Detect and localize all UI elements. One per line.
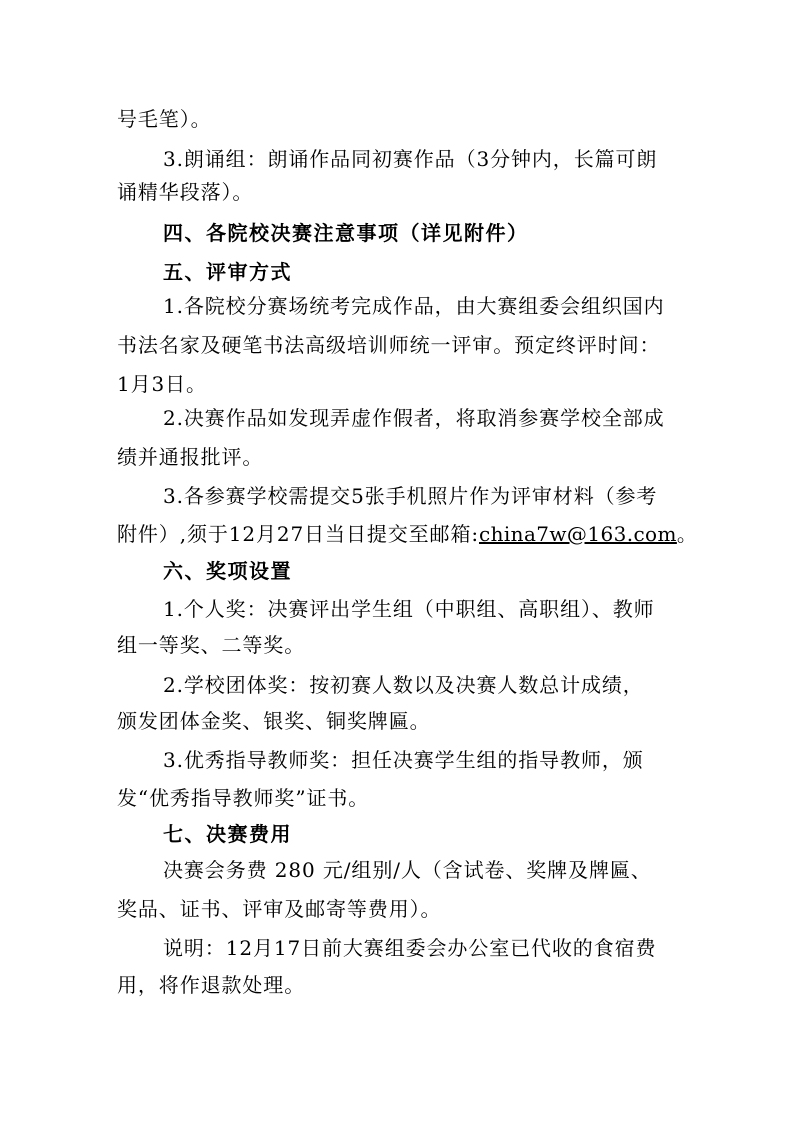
section-heading: 七、决赛费用 (163, 822, 292, 846)
text-line: 2.学校团体奖：按初赛人数以及决赛人数总计成绩， (163, 673, 644, 697)
text-line: 发“优秀指导教师奖”证书。 (117, 786, 370, 810)
text-line: 诵精华段落）。 (117, 180, 254, 204)
text-fragment: 附件）,须于12月27日当日提交至邮箱: (117, 522, 479, 546)
text-line: 书法名家及硬笔书法高级培训师统一评审。预定终评时间： (117, 333, 661, 357)
text-line: 1.各院校分赛场统考完成作品，由大赛组委会组织国内 (163, 294, 665, 318)
text-line: 3.各参赛学校需提交5张手机照片作为评审材料（参考 (163, 484, 658, 508)
email-link[interactable]: china7w@163.com (479, 522, 677, 546)
section-heading: 四、各院校决赛注意事项（详见附件） (163, 221, 529, 245)
text-line: 说明：12月17日前大赛组委会办公室已代收的食宿费 (163, 936, 657, 960)
text-line: 组一等奖、二等奖。 (117, 633, 306, 657)
text-line: 3.优秀指导教师奖：担任决赛学生组的指导教师，颁 (163, 748, 644, 772)
text-line: 绩并通报批评。 (117, 445, 264, 469)
text-line: 号毛笔）。 (117, 107, 212, 131)
text-line: 奖品、证书、评审及邮寄等费用）。 (117, 897, 442, 921)
section-heading: 五、评审方式 (163, 260, 292, 284)
text-line: 1月3日。 (117, 372, 207, 396)
text-line: 颁发团体金奖、银奖、铜奖牌匾。 (117, 709, 431, 733)
text-line: 3.朗诵组：朗诵作品同初赛作品（3分钟内，长篇可朗 (163, 147, 658, 171)
text-fragment: 。 (676, 522, 698, 546)
text-line (117, 519, 697, 549)
text-line: 2.决赛作品如发现弄虚作假者，将取消参赛学校全部成 (163, 406, 665, 430)
text-line: 用，将作退款处理。 (117, 973, 306, 997)
text-line: 决赛会务费 280 元/组别/人（含试卷、奖牌及牌匾、 (163, 858, 652, 882)
section-heading: 六、奖项设置 (163, 559, 292, 583)
text-line: 1.个人奖：决赛评出学生组（中职组、高职组）、教师 (163, 597, 655, 621)
